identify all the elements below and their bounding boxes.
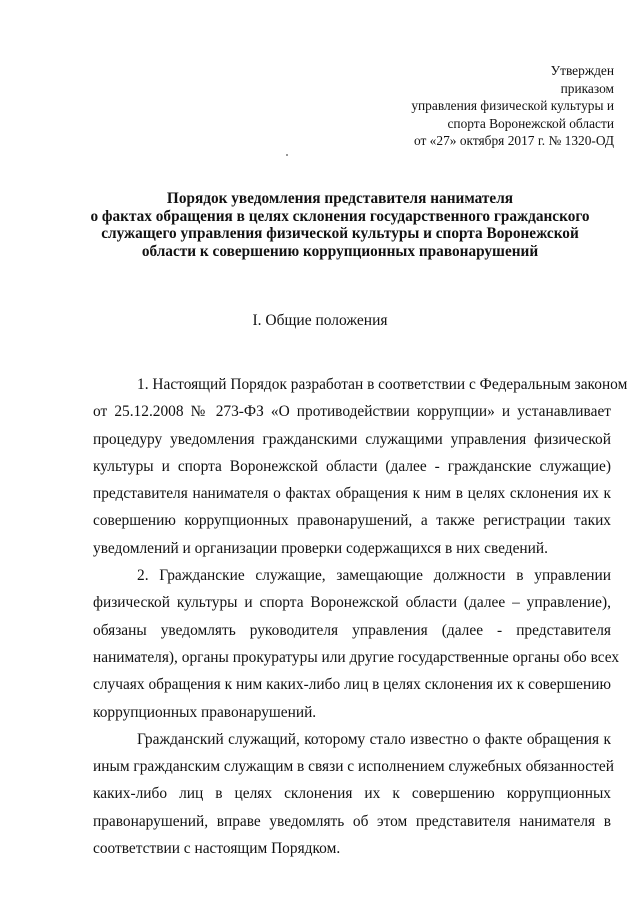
text-line: Гражданский служащий, которому стало известно о факте обращения к xyxy=(137,730,611,748)
approval-stamp-block xyxy=(411,62,614,150)
approval-line: спорта Воронежской области xyxy=(447,115,614,131)
paragraph-3 xyxy=(93,726,614,862)
scan-speck xyxy=(286,154,288,156)
text-line: нанимателя), органы прокуратуры или другие государственные органы обо всех xyxy=(93,648,620,666)
text-line: уведомлений и организации проверки содержащихся в них сведений. xyxy=(93,539,548,557)
text-line: обязаны уведомлять руководителя управления (далее - представителя xyxy=(93,621,611,639)
text-line: соответствии с настоящим Порядком. xyxy=(93,840,341,858)
paragraph-2 xyxy=(93,562,620,726)
text-line: от 25.12.2008 № 273-ФЗ «О противодействии коррупции» и устанавливает xyxy=(93,403,611,421)
text-line: процедуру уведомления гражданскими служащими управления физической xyxy=(93,430,611,448)
text-line: 1. Настоящий Порядок разработан в соответствии с Федеральным законом xyxy=(137,376,628,393)
text-line: коррупционных правонарушений. xyxy=(93,703,317,721)
title-line: о фактах обращения в целях склонения государственного гражданского xyxy=(90,207,590,225)
document-body xyxy=(93,371,628,862)
text-line: совершению коррупционных правонарушений, а также регистрации таких xyxy=(93,512,611,530)
approval-line: управления физической культуры и xyxy=(411,98,614,113)
text-line: физической культуры и спорта Воронежской области (далее – управление), xyxy=(93,594,611,612)
text-line: представителя нанимателя о фактах обращения к ним в целях склонения их к xyxy=(93,485,611,503)
text-line: 2. Гражданские служащие, замещающие должности в управлении xyxy=(137,567,611,585)
document-title xyxy=(60,190,620,260)
text-line: культуры и спорта Воронежской области (далее - гражданские служащие) xyxy=(93,457,611,475)
title-line: Порядок уведомления представителя нанимателя xyxy=(166,190,514,207)
approval-line: Утвержден xyxy=(550,63,614,78)
title-line: служащего управления физической культуры и спорта Воронежской xyxy=(101,225,579,242)
title-line: области к совершению коррупционных правонарушений xyxy=(141,242,539,260)
section-heading: I. Общие положения xyxy=(252,312,388,329)
paragraph-1 xyxy=(93,371,628,562)
text-line: каких-либо лиц в целях склонения их к совершению коррупционных xyxy=(93,785,611,803)
approval-line: от «27» октября 2017 г. № 1320-ОД xyxy=(413,133,614,148)
approval-line: приказом xyxy=(560,80,614,96)
text-line: правонарушений, вправе уведомлять об этом представителя нанимателя в xyxy=(93,812,611,830)
text-line: случаях обращения к ним каких-либо лиц в целях склонения их к совершению xyxy=(93,676,611,694)
text-line: иным гражданским служащим в связи с исполнением служебных обязанностей xyxy=(93,758,614,776)
